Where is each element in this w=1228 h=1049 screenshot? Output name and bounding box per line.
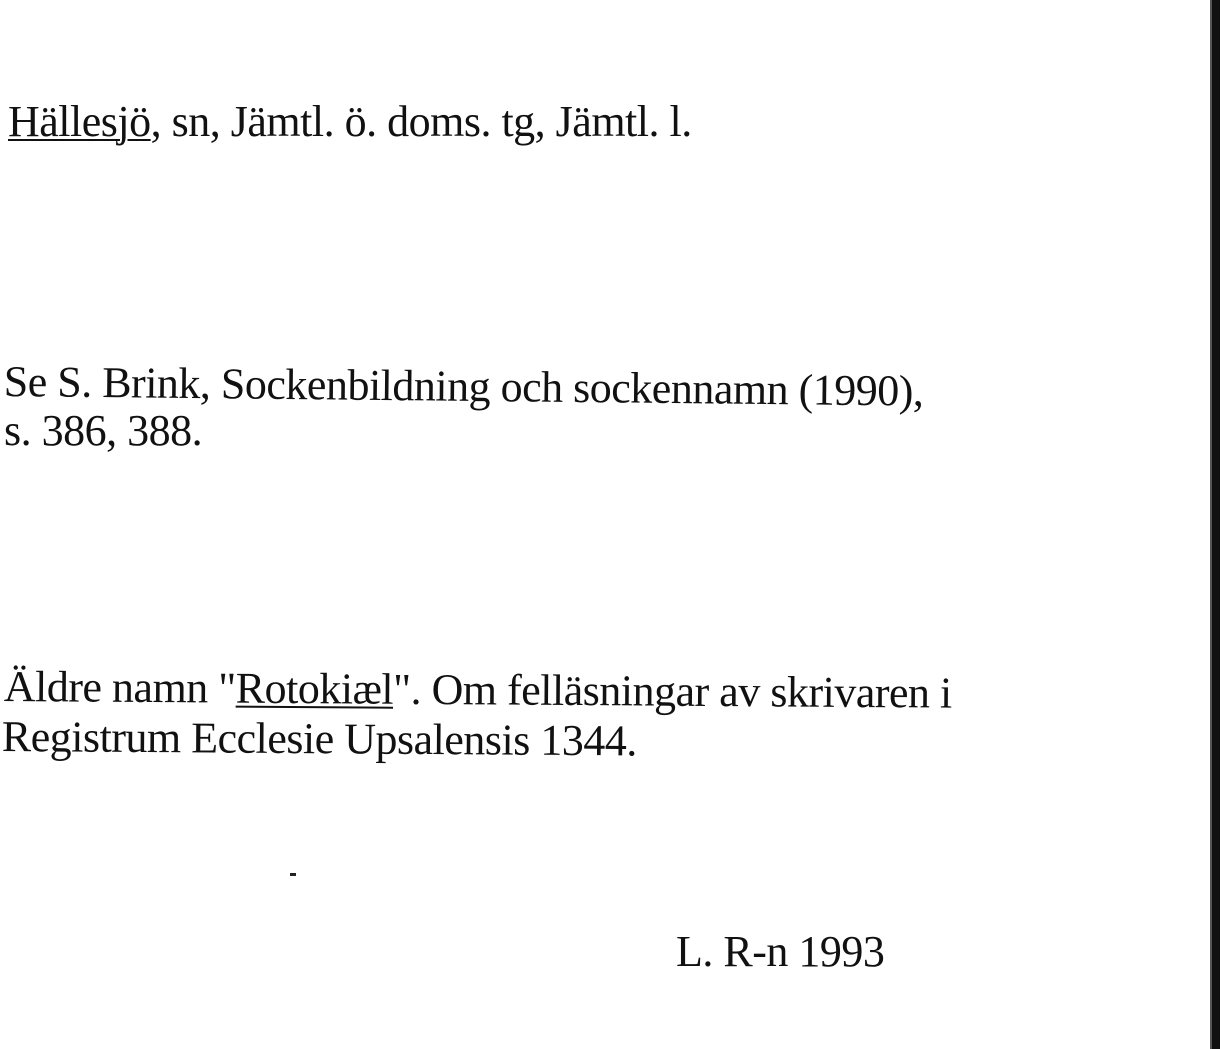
- reference-line-2: s. 386, 388.: [4, 406, 203, 455]
- old-name: Rotokiæl: [235, 663, 394, 714]
- card-heading: [8, 97, 692, 146]
- note-line-2: Registrum Ecclesie Upsalensis 1344.: [1, 712, 638, 766]
- place-description: , sn, Jämtl. ö. doms. tg, Jämtl. l.: [150, 97, 692, 146]
- signature: L. R-n 1993: [676, 927, 885, 976]
- reference-line-1: Se S. Brink, Sockenbildning och sockennamn (1990),: [3, 357, 924, 416]
- place-name: Hällesjö: [8, 97, 151, 146]
- ink-speck: [290, 873, 296, 876]
- note-prefix: Äldre namn ": [3, 662, 236, 713]
- note-suffix: ". Om felläsningar av skrivaren i: [392, 664, 952, 718]
- scan-edge-bar: [1212, 0, 1220, 1049]
- note-line-1: [3, 662, 952, 718]
